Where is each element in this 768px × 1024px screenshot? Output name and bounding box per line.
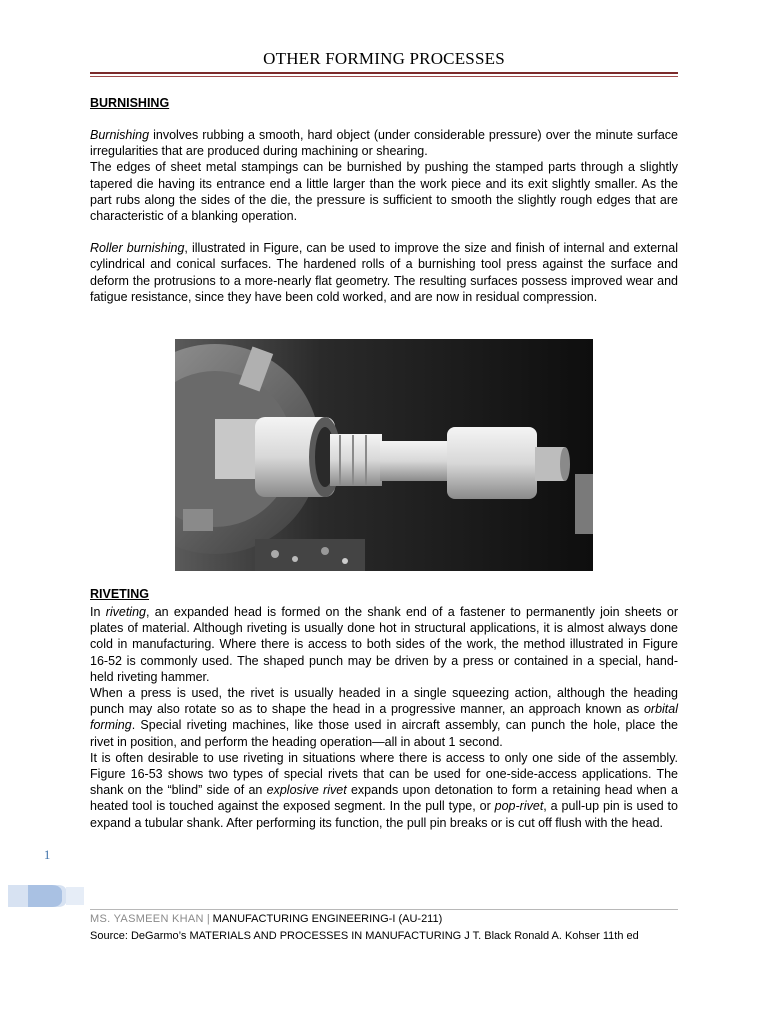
page-number: 1 [44, 848, 51, 862]
title-rule-thin [90, 76, 678, 77]
term-roller-burnishing: Roller burnishing [90, 241, 185, 256]
roller-burnishing-tool-image [175, 339, 593, 571]
burnishing-paragraph-1 [90, 127, 678, 159]
term-orbital-forming: orbital forming [90, 702, 678, 733]
riveting-p1-a: In [90, 605, 106, 619]
footer-course: MANUFACTURING ENGINEERING-I (AU-211) [212, 913, 443, 925]
footer-line [90, 913, 442, 925]
riveting-p2-b: . Special riveting machines, like those used in aircraft assembly, can punch the hole, place the rivet in position, and perform the heading operation—all in about 1 second. [90, 718, 678, 749]
title-rule [90, 72, 678, 74]
riveting-p1-b: , an expanded head is formed on the shank end of a fastener to permanently join sheets or plates of material. Although riveting is usually done hot in structural applications, it is almost always done cold in manufacturing. Where there is access to both sides of the work, the method illustrated in Figure 16-52 is commonly used. The shaped punch may be driven by a press or contained in a special, hand-held riveting hammer. [90, 605, 678, 684]
riveting-p3-b: expands upon detonation to form a retaining head when a heated tool is touched against the exposed segment. In the pull type, or [90, 783, 678, 814]
riveting-paragraph-3 [90, 750, 678, 831]
page-tab-graphic [8, 881, 84, 911]
burnishing-text [90, 127, 678, 305]
riveting-text [90, 604, 678, 831]
riveting-p2-a: When a press is used, the rivet is usually headed in a single squeezing action, although the heading punch may also rotate so as to shape the head in a progressive manner, an approach known as [90, 686, 678, 717]
section-heading-riveting: RIVETING [90, 587, 150, 601]
riveting-paragraph-1 [90, 604, 678, 685]
riveting-p3-c: , a pull-up pin is used to expand a tubular shank. After performing its function, the pull pin breaks or is cut off flush with the head. [90, 799, 678, 830]
footer-rule [90, 909, 678, 910]
roller-burnishing-photo [175, 339, 593, 571]
section-heading-burnishing: BURNISHING [90, 96, 170, 110]
term-explosive-rivet: explosive rivet [266, 783, 347, 798]
term-riveting: riveting [105, 605, 146, 619]
term-burnishing: Burnishing [90, 128, 150, 142]
page-title: OTHER FORMING PROCESSES [263, 49, 505, 68]
term-pop-rivet: pop-rivet [494, 799, 544, 814]
footer-author: MS. YASMEEN KHAN [90, 913, 204, 925]
riveting-p3-a: It is often desirable to use riveting in situations where there is access to only one side of the assembly. Figure 16-53 shows two types of special rivets that can be used for one-side-access applications. The shank on the “blind” side of an [90, 750, 678, 798]
burnishing-paragraph-3 [90, 240, 678, 305]
footer-source: Source: DeGarmo’s MATERIALS AND PROCESSES IN MANUFACTURING J T. Black Ronald A. Kohser 11th ed [90, 930, 639, 942]
footer-separator: | [206, 913, 210, 925]
burnishing-paragraph-3-text: , illustrated in Figure, can be used to improve the size and finish of internal and external cylindrical and conical surfaces. The hardened rolls of a burnishing tool press against the surface and deform the protrusions to a more-nearly flat geometry. The resulting surfaces possess improved wear and fatigue resistance, since they have been cold worked, and are now in residual compression. [90, 241, 678, 304]
riveting-paragraph-2 [90, 685, 678, 750]
burnishing-paragraph-2: The edges of sheet metal stampings can be burnished by pushing the stamped parts through a slightly tapered die having its entrance end a little larger than the work piece and its exit slightly smaller. As the part rubs along the sides of the die, the pressure is sufficient to smooth the slightly rough edges that are characteristic of a blanking operation. [90, 160, 678, 224]
burnishing-paragraph-1-text: involves rubbing a smooth, hard object (under considerable pressure) over the minute surface irregularities that are produced during machining or shearing. [90, 128, 678, 159]
